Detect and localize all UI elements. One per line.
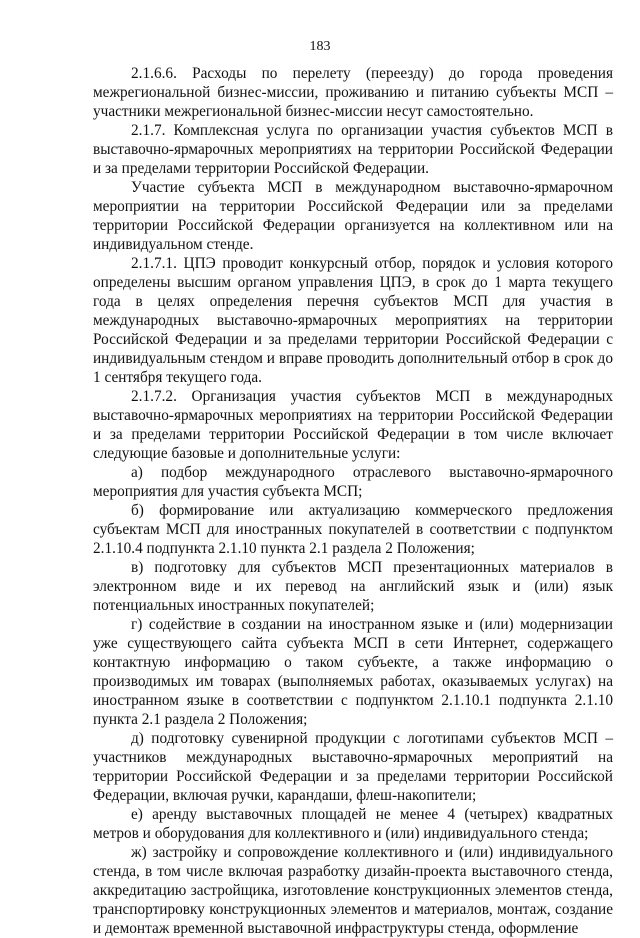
paragraph-2-1-7-2: 2.1.7.2. Организация участия субъектов МСП в международных выставочно-ярмарочных мероприятиях на территории Российской Федерации и за пределами территории Российской Федерации в том числе включает следующие базовые и дополнительные услуги: [93,388,613,462]
list-item-a: а) подбор международного отраслевого выставочно-ярмарочного мероприятия для участия субъекта МСП; [93,464,613,500]
list-item-d: д) подготовку сувенирной продукции с логотипами субъектов МСП – участников международных выставочно-ярмарочных мероприятий на территории Российской Федерации и за пределами территории Российской Федерации, включая ручки, карандаши, флеш-накопители; [93,730,613,804]
list-item-g: г) содействие в создании на иностранном языке и (или) модернизации уже существующего сайта субъекта МСП в сети Интернет, содержащего контактную информацию о таком субъекте, а также информацию о производимых им товарах (выполняемых работах, оказываемых услугах) на иностранном языке в соответствии с подпунктом 2.1.10.1 подпункта 2.1.10 пункта 2.1 раздела 2 Положения; [93,616,613,728]
page-number: 183 [309,39,331,54]
paragraph-2-1-6-6: 2.1.6.6. Расходы по перелету (переезду) до города проведения межрегиональной бизнес-миссии, проживанию и питанию субъекты МСП – участники межрегиональной бизнес-миссии несут самостоятельно. [93,65,613,120]
list-item-b: б) формирование или актуализацию коммерческого предложения субъектам МСП для иностранных покупателей в соответствии с подпунктом 2.1.10.4 подпункта 2.1.10 пункта 2.1 раздела 2 Положения; [93,502,613,557]
paragraph-participation: Участие субъекта МСП в международном выставочно-ярмарочном мероприятии на территории Российской Федерации или за пределами территории Российской Федерации организуется на коллективном или на индивидуальном стенде. [93,179,613,253]
list-item-e: е) аренду выставочных площадей не менее 4 (четырех) квадратных метров и оборудования для коллективного и (или) индивидуального стенда; [93,806,613,842]
paragraph-2-1-7: 2.1.7. Комплексная услуга по организации участия субъектов МСП в выставочно-ярмарочных мероприятиях на территории Российской Федерации и за пределами территории Российской Федерации. [93,122,613,177]
list-item-v: в) подготовку для субъектов МСП презентационных материалов в электронном виде и их перевод на английский язык и (или) язык потенциальных иностранных покупателей; [93,559,613,614]
document-body [93,64,613,938]
list-item-zh: ж) застройку и сопровождение коллективного и (или) индивидуального стенда, в том числе включая разработку дизайн-проекта выставочного стенда, аккредитацию застройщика, изготовление конструкционных элементов стенда, транспортировку конструкционных элементов и материалов, монтаж, создание и демонтаж временной выставочной инфраструктуры стенда, оформление [93,844,613,937]
paragraph-2-1-7-1: 2.1.7.1. ЦПЭ проводит конкурсный отбор, порядок и условия которого определены высшим органом управления ЦПЭ, в срок до 1 марта текущего года в целях определения перечня субъектов МСП для участия в международных выставочно-ярмарочных мероприятиях на территории Российской Федерации и за пределами территории Российской Федерации с индивидуальным стендом и вправе проводить дополнительный отбор в срок до 1 сентября текущего года. [93,255,613,386]
